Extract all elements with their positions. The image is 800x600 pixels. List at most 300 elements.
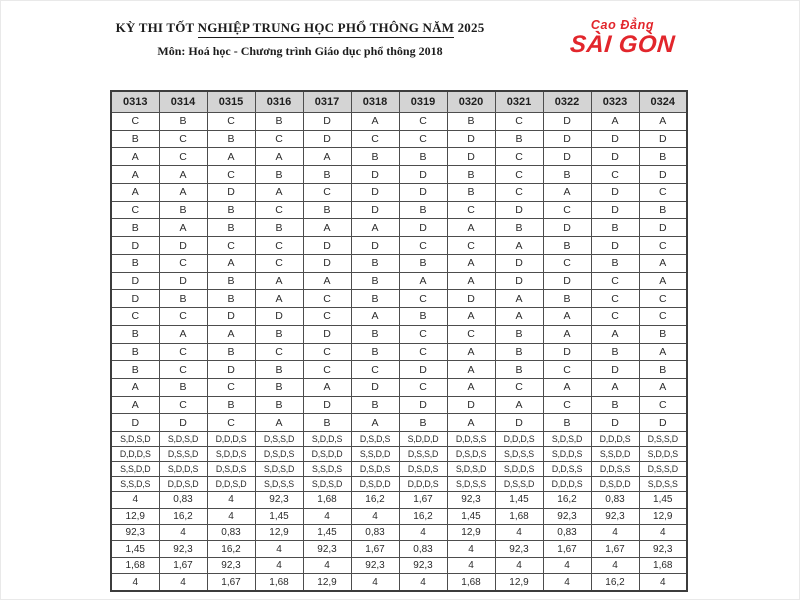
- answer-cell: 92,3: [255, 492, 303, 508]
- answer-cell: C: [111, 201, 159, 219]
- exam-title-pre: KỲ THI TỐT: [115, 20, 198, 35]
- answer-cell: D,S,D,D: [351, 477, 399, 492]
- answer-cell: D,S,S,D: [255, 432, 303, 447]
- answer-cell: C: [303, 308, 351, 326]
- answer-cell: B: [207, 219, 255, 237]
- answer-cell: A: [111, 166, 159, 184]
- answer-cell: 16,2: [543, 492, 591, 508]
- exam-code-header: 0321: [495, 91, 543, 113]
- answer-cell: S,D,S,S: [639, 477, 687, 492]
- answer-cell: D,S,S,D: [159, 447, 207, 462]
- answer-cell: C: [159, 148, 207, 166]
- answer-cell: D: [111, 414, 159, 432]
- answer-cell: D,S,D,S: [255, 447, 303, 462]
- answer-cell: B: [639, 148, 687, 166]
- answer-row: [111, 254, 687, 272]
- answer-cell: D: [591, 148, 639, 166]
- answer-cell: D: [543, 113, 591, 131]
- answer-cell: A: [111, 183, 159, 201]
- answer-cell: C: [591, 272, 639, 290]
- answer-cell: D: [351, 237, 399, 255]
- answer-cell: D: [543, 130, 591, 148]
- answer-row: [111, 541, 687, 557]
- answer-cell: 1,68: [111, 557, 159, 573]
- answer-cell: B: [255, 361, 303, 379]
- answer-cell: A: [495, 237, 543, 255]
- answer-cell: S,D,D,S: [159, 462, 207, 477]
- answer-cell: B: [207, 201, 255, 219]
- answer-row: [111, 508, 687, 524]
- answer-cell: D: [447, 396, 495, 414]
- answer-cell: B: [399, 148, 447, 166]
- answer-cell: B: [591, 219, 639, 237]
- answer-cell: D: [639, 130, 687, 148]
- answer-cell: A: [207, 148, 255, 166]
- answer-cell: D: [399, 396, 447, 414]
- answer-cell: 1,45: [255, 508, 303, 524]
- answer-cell: C: [255, 237, 303, 255]
- answer-row: [111, 477, 687, 492]
- answer-cell: 12,9: [639, 508, 687, 524]
- answer-cell: 1,68: [303, 492, 351, 508]
- answer-cell: D,D,D,S: [591, 432, 639, 447]
- exam-code-header: 0322: [543, 91, 591, 113]
- answer-cell: D: [639, 166, 687, 184]
- answer-cell: D,D,D,S: [111, 447, 159, 462]
- answer-cell: 1,45: [303, 525, 351, 541]
- answer-cell: B: [351, 325, 399, 343]
- answer-cell: C: [303, 290, 351, 308]
- answer-cell: B: [447, 166, 495, 184]
- answer-cell: A: [351, 219, 399, 237]
- answer-cell: B: [255, 325, 303, 343]
- answer-cell: 4: [639, 574, 687, 591]
- answer-cell: B: [351, 272, 399, 290]
- answer-cell: D: [207, 308, 255, 326]
- answer-row: [111, 272, 687, 290]
- answer-cell: B: [255, 113, 303, 131]
- answer-cell: A: [591, 113, 639, 131]
- answer-cell: C: [399, 290, 447, 308]
- answer-cell: S,D,D,S: [495, 462, 543, 477]
- answer-cell: C: [447, 237, 495, 255]
- answer-cell: 12,9: [495, 574, 543, 591]
- answer-cell: 1,45: [495, 492, 543, 508]
- answer-cell: D,S,S,D: [495, 477, 543, 492]
- answer-cell: S,D,D,S: [303, 432, 351, 447]
- answer-cell: A: [351, 308, 399, 326]
- answer-cell: 92,3: [303, 541, 351, 557]
- answer-row: [111, 325, 687, 343]
- answer-row: [111, 432, 687, 447]
- answer-cell: D: [351, 201, 399, 219]
- answer-cell: B: [351, 290, 399, 308]
- answer-cell: S,D,S,D: [543, 432, 591, 447]
- answer-cell: C: [639, 290, 687, 308]
- answer-cell: 92,3: [159, 541, 207, 557]
- answer-cell: B: [111, 130, 159, 148]
- answer-cell: C: [399, 130, 447, 148]
- answer-cell: S,D,D,S: [639, 447, 687, 462]
- answer-cell: B: [207, 272, 255, 290]
- answer-cell: B: [255, 166, 303, 184]
- exam-code-header: 0314: [159, 91, 207, 113]
- exam-title-underlined: NGHIỆP TRUNG HỌC PHỔ THÔNG NĂM: [198, 20, 455, 38]
- answer-cell: C: [639, 396, 687, 414]
- answer-cell: C: [255, 130, 303, 148]
- answer-cell: A: [207, 254, 255, 272]
- answer-cell: B: [111, 361, 159, 379]
- answer-cell: A: [399, 272, 447, 290]
- answer-cell: B: [351, 254, 399, 272]
- answer-cell: A: [447, 379, 495, 397]
- answer-cell: A: [495, 308, 543, 326]
- answer-row: [111, 148, 687, 166]
- answer-cell: A: [639, 254, 687, 272]
- answer-cell: C: [399, 343, 447, 361]
- answer-cell: A: [447, 308, 495, 326]
- answer-cell: 4: [303, 557, 351, 573]
- answer-cell: C: [639, 237, 687, 255]
- exam-code-header-row: [111, 91, 687, 113]
- answer-cell: B: [207, 290, 255, 308]
- answer-cell: C: [351, 361, 399, 379]
- answer-cell: D,D,S,S: [591, 462, 639, 477]
- answer-cell: S,S,D,D: [351, 447, 399, 462]
- answer-cell: B: [303, 166, 351, 184]
- answer-cell: D: [255, 308, 303, 326]
- answer-cell: 4: [159, 525, 207, 541]
- answer-cell: D: [159, 237, 207, 255]
- answer-cell: D,S,D,D: [591, 477, 639, 492]
- answer-cell: A: [255, 272, 303, 290]
- answer-cell: B: [639, 325, 687, 343]
- answer-cell: C: [399, 379, 447, 397]
- answer-cell: S,S,D,D: [591, 447, 639, 462]
- answer-cell: D,S,D,S: [351, 462, 399, 477]
- answer-cell: C: [399, 237, 447, 255]
- answer-cell: D: [495, 254, 543, 272]
- answer-cell: 16,2: [399, 508, 447, 524]
- answer-cell: B: [399, 254, 447, 272]
- answer-cell: B: [543, 414, 591, 432]
- answer-cell: D: [207, 361, 255, 379]
- answer-cell: B: [495, 130, 543, 148]
- answer-cell: 4: [399, 574, 447, 591]
- answer-cell: B: [543, 237, 591, 255]
- answer-cell: D: [303, 237, 351, 255]
- answer-cell: 4: [543, 574, 591, 591]
- answer-cell: 1,67: [159, 557, 207, 573]
- answer-row: [111, 166, 687, 184]
- logo-line2: SÀI GÒN: [568, 31, 677, 58]
- answer-cell: A: [495, 396, 543, 414]
- answer-cell: 1,68: [639, 557, 687, 573]
- answer-cell: 4: [207, 508, 255, 524]
- answer-cell: C: [207, 237, 255, 255]
- exam-title-year: 2025: [454, 20, 485, 35]
- answer-cell: C: [159, 343, 207, 361]
- answer-cell: 1,67: [207, 574, 255, 591]
- answer-cell: 0,83: [351, 525, 399, 541]
- answer-cell: D: [543, 148, 591, 166]
- answer-cell: D: [111, 272, 159, 290]
- answer-cell: 0,83: [591, 492, 639, 508]
- answer-row: [111, 447, 687, 462]
- answer-cell: A: [639, 272, 687, 290]
- answer-cell: C: [639, 308, 687, 326]
- answer-cell: D,S,S,D: [399, 447, 447, 462]
- answer-cell: A: [111, 148, 159, 166]
- answer-cell: S,D,S,S: [495, 447, 543, 462]
- answer-cell: 4: [351, 508, 399, 524]
- answer-cell: 16,2: [591, 574, 639, 591]
- answer-cell: 0,83: [399, 541, 447, 557]
- answer-cell: B: [399, 414, 447, 432]
- answer-cell: C: [207, 379, 255, 397]
- answer-cell: 92,3: [207, 557, 255, 573]
- answer-cell: 92,3: [447, 492, 495, 508]
- answer-cell: C: [495, 113, 543, 131]
- answer-cell: 92,3: [111, 525, 159, 541]
- answer-cell: C: [159, 130, 207, 148]
- answer-cell: C: [639, 183, 687, 201]
- answer-cell: 4: [591, 557, 639, 573]
- answer-cell: B: [399, 201, 447, 219]
- answer-cell: D,D,S,D: [207, 477, 255, 492]
- answer-cell: S,S,D,S: [111, 477, 159, 492]
- answer-cell: A: [111, 396, 159, 414]
- answer-cell: 4: [207, 492, 255, 508]
- exam-code-header: 0318: [351, 91, 399, 113]
- answer-cell: D: [399, 219, 447, 237]
- answer-cell: C: [159, 361, 207, 379]
- answer-cell: C: [351, 130, 399, 148]
- answer-cell: D: [399, 183, 447, 201]
- answer-cell: 12,9: [447, 525, 495, 541]
- answer-cell: D,S,D,S: [399, 462, 447, 477]
- answer-cell: B: [447, 183, 495, 201]
- answer-row: [111, 414, 687, 432]
- answer-cell: D: [399, 361, 447, 379]
- exam-code-header: 0316: [255, 91, 303, 113]
- answer-cell: A: [255, 183, 303, 201]
- answer-cell: B: [159, 113, 207, 131]
- exam-code-header: 0324: [639, 91, 687, 113]
- answer-cell: 4: [639, 525, 687, 541]
- answer-cell: D: [447, 148, 495, 166]
- answer-row: [111, 308, 687, 326]
- answer-cell: D: [591, 130, 639, 148]
- answer-cell: D: [591, 183, 639, 201]
- answer-cell: C: [591, 308, 639, 326]
- answer-cell: D: [399, 166, 447, 184]
- answer-cell: D: [495, 272, 543, 290]
- answer-row: [111, 396, 687, 414]
- answer-row: [111, 525, 687, 541]
- answer-cell: D: [495, 201, 543, 219]
- answer-cell: C: [207, 166, 255, 184]
- answer-cell: C: [495, 148, 543, 166]
- answer-cell: S,D,S,D: [447, 462, 495, 477]
- answer-cell: D: [303, 113, 351, 131]
- answer-cell: D,D,D,S: [495, 432, 543, 447]
- answer-cell: C: [495, 183, 543, 201]
- answer-cell: A: [303, 272, 351, 290]
- answer-cell: D,D,D,S: [543, 477, 591, 492]
- answer-cell: C: [495, 379, 543, 397]
- answer-cell: B: [447, 113, 495, 131]
- answer-cell: B: [351, 148, 399, 166]
- answer-cell: B: [159, 379, 207, 397]
- answer-cell: D: [591, 201, 639, 219]
- answer-cell: 4: [591, 525, 639, 541]
- answer-cell: 92,3: [399, 557, 447, 573]
- answer-cell: D: [543, 219, 591, 237]
- answer-cell: B: [111, 343, 159, 361]
- answer-cell: B: [495, 361, 543, 379]
- answer-cell: D,S,D,S: [351, 432, 399, 447]
- answer-cell: D: [351, 183, 399, 201]
- answer-cell: B: [111, 219, 159, 237]
- answer-cell: S,D,S,S: [447, 477, 495, 492]
- answer-cell: D: [591, 237, 639, 255]
- table-body: [111, 113, 687, 592]
- answer-cell: A: [591, 325, 639, 343]
- answer-cell: A: [303, 148, 351, 166]
- answer-cell: 92,3: [639, 541, 687, 557]
- answer-cell: B: [303, 201, 351, 219]
- answer-row: [111, 462, 687, 477]
- answer-cell: 0,83: [207, 525, 255, 541]
- answer-cell: C: [255, 201, 303, 219]
- answer-cell: 4: [351, 574, 399, 591]
- answer-cell: D,D,S,D: [159, 477, 207, 492]
- answer-cell: A: [447, 414, 495, 432]
- answer-cell: C: [207, 113, 255, 131]
- answer-cell: B: [207, 130, 255, 148]
- answer-cell: D: [351, 379, 399, 397]
- answer-cell: B: [159, 290, 207, 308]
- answer-cell: D: [543, 343, 591, 361]
- answer-cell: C: [399, 325, 447, 343]
- exam-code-header: 0313: [111, 91, 159, 113]
- answer-cell: B: [591, 254, 639, 272]
- answer-cell: A: [543, 308, 591, 326]
- answer-cell: 92,3: [495, 541, 543, 557]
- answer-cell: C: [159, 308, 207, 326]
- answer-cell: C: [159, 254, 207, 272]
- answer-cell: A: [543, 379, 591, 397]
- answer-cell: 1,67: [399, 492, 447, 508]
- answer-cell: A: [447, 343, 495, 361]
- answer-cell: S,D,S,S: [255, 477, 303, 492]
- answer-cell: B: [495, 325, 543, 343]
- answer-cell: S,D,D,D: [399, 432, 447, 447]
- answer-cell: C: [543, 361, 591, 379]
- answer-cell: B: [111, 254, 159, 272]
- answer-cell: 4: [255, 541, 303, 557]
- answer-cell: C: [111, 308, 159, 326]
- answer-cell: D,D,S,S: [447, 432, 495, 447]
- answer-cell: B: [207, 343, 255, 361]
- answer-cell: A: [543, 183, 591, 201]
- answer-cell: C: [207, 414, 255, 432]
- answer-cell: 1,68: [495, 508, 543, 524]
- answer-cell: S,S,D,S: [303, 462, 351, 477]
- answer-cell: A: [543, 325, 591, 343]
- answer-cell: 16,2: [207, 541, 255, 557]
- answer-cell: A: [351, 113, 399, 131]
- answer-cell: 4: [495, 525, 543, 541]
- answer-cell: B: [543, 290, 591, 308]
- answer-cell: A: [351, 414, 399, 432]
- answer-cell: B: [495, 343, 543, 361]
- answer-cell: 1,45: [111, 541, 159, 557]
- answer-cell: S,D,S,D: [159, 432, 207, 447]
- answer-cell: A: [447, 254, 495, 272]
- answer-cell: D: [351, 166, 399, 184]
- answer-cell: B: [303, 414, 351, 432]
- exam-title-block: [0, 20, 600, 59]
- answer-cell: C: [447, 201, 495, 219]
- answer-cell: C: [591, 166, 639, 184]
- answer-cell: A: [447, 272, 495, 290]
- answer-cell: D,S,S,D: [639, 432, 687, 447]
- answer-cell: B: [255, 219, 303, 237]
- answer-cell: D: [303, 325, 351, 343]
- answer-cell: S,D,S,D: [303, 477, 351, 492]
- answer-cell: B: [159, 201, 207, 219]
- cao-dang-sai-gon-logo: [550, 18, 695, 59]
- answer-cell: 92,3: [543, 508, 591, 524]
- answer-cell: B: [591, 343, 639, 361]
- exam-code-header: 0319: [399, 91, 447, 113]
- answer-cell: 4: [159, 574, 207, 591]
- answer-cell: 4: [495, 557, 543, 573]
- answer-cell: B: [639, 361, 687, 379]
- answer-cell: A: [495, 290, 543, 308]
- answer-cell: D,S,D,S: [207, 462, 255, 477]
- answer-cell: D: [111, 290, 159, 308]
- table-head: [111, 91, 687, 113]
- exam-subject: Môn: Hoá học - Chương trình Giáo dục phổ thông 2018: [157, 44, 443, 58]
- answer-cell: B: [399, 308, 447, 326]
- answer-cell: B: [495, 219, 543, 237]
- answer-cell: S,S,D,D: [111, 462, 159, 477]
- answer-cell: A: [159, 325, 207, 343]
- answer-cell: B: [591, 396, 639, 414]
- answer-cell: C: [159, 396, 207, 414]
- exam-title: [0, 20, 600, 36]
- answer-row: [111, 201, 687, 219]
- answer-cell: A: [639, 113, 687, 131]
- answer-cell: S,D,D,S: [207, 447, 255, 462]
- answer-cell: D: [303, 254, 351, 272]
- answer-cell: D: [591, 414, 639, 432]
- answer-cell: 1,68: [447, 574, 495, 591]
- answer-cell: S,D,D,S: [543, 447, 591, 462]
- answer-cell: S,D,S,D: [255, 462, 303, 477]
- exam-code-header: 0315: [207, 91, 255, 113]
- answer-cell: 0,83: [543, 525, 591, 541]
- answer-row: [111, 219, 687, 237]
- answer-cell: C: [303, 343, 351, 361]
- answer-cell: D: [591, 361, 639, 379]
- answer-cell: 12,9: [303, 574, 351, 591]
- answer-cell: 16,2: [159, 508, 207, 524]
- answer-cell: D: [447, 290, 495, 308]
